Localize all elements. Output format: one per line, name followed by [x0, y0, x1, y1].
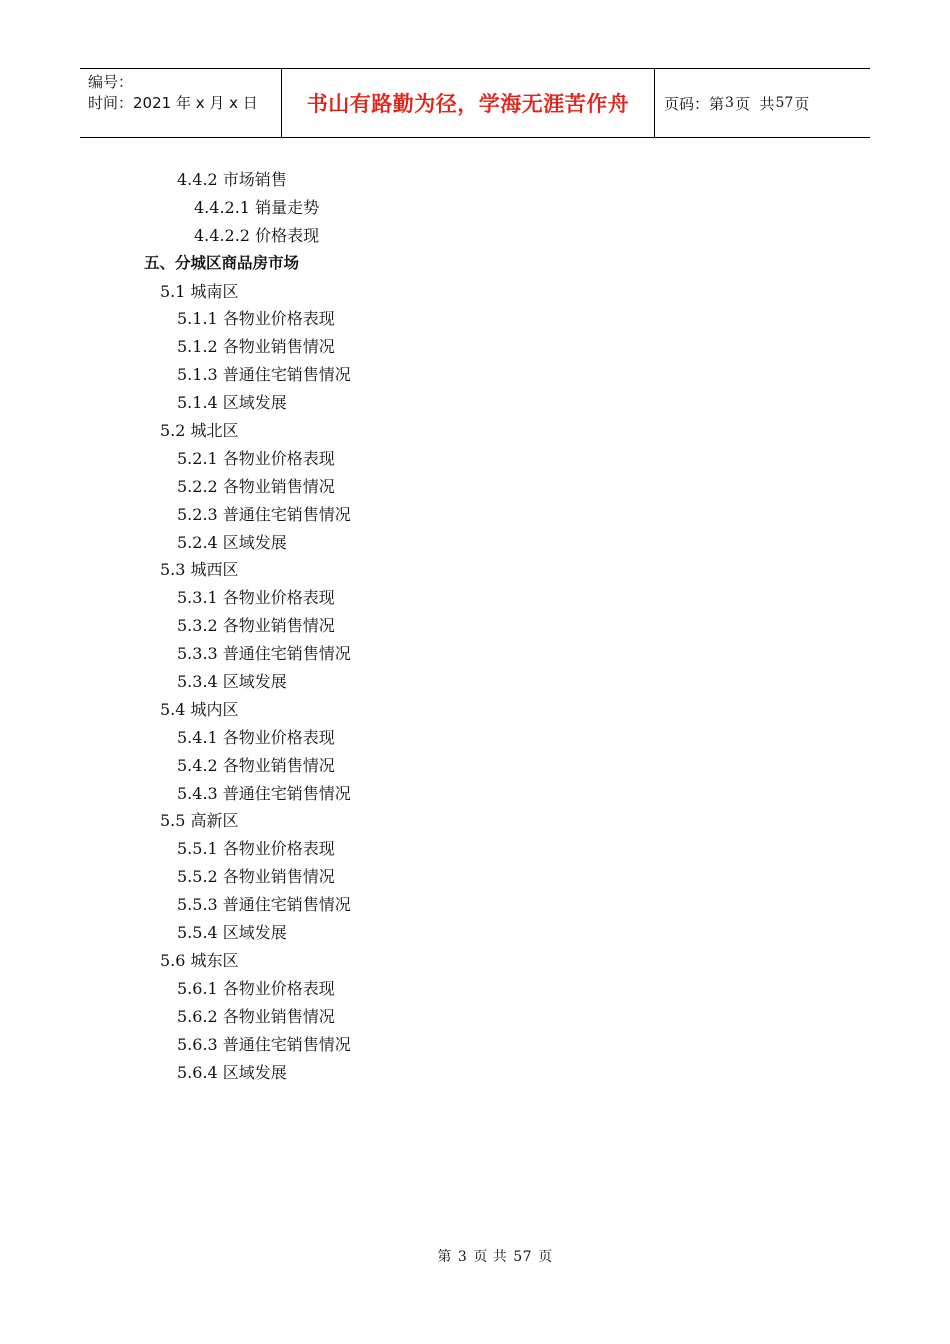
- toc-entry: 5.1.3 普通住宅销售情况: [177, 365, 351, 385]
- toc-entry: 5.3 城西区: [160, 560, 239, 580]
- toc-entry: 5.5 高新区: [160, 811, 239, 831]
- footer-total: 57: [513, 1249, 533, 1265]
- toc-entry: 5.1.1 各物业价格表现: [177, 309, 335, 329]
- toc-entry: 5.4.2 各物业销售情况: [177, 755, 335, 775]
- toc-entry: 5.3.2 各物业销售情况: [177, 616, 335, 636]
- header-page-info: [655, 69, 870, 137]
- toc-entry: 5.4.1 各物业价格表现: [177, 727, 335, 747]
- toc-entry: 5.5.1 各物业价格表现: [177, 839, 335, 859]
- toc-entry: 5.3.1 各物业价格表现: [177, 588, 335, 608]
- toc-entry: 4.4.2.2 价格表现: [194, 225, 320, 245]
- toc-entry: 5.5.2 各物业销售情况: [177, 867, 335, 887]
- toc-entry: 4.4.2 市场销售: [177, 170, 287, 189]
- toc-entry: 5.1.4 区域发展: [177, 393, 287, 413]
- toc-entry: 5.2.2 各物业销售情况: [177, 476, 335, 496]
- toc-entry: 5.6 城东区: [160, 950, 239, 970]
- header-page-total: 57: [775, 95, 794, 111]
- toc-entry: 5.6.3 普通住宅销售情况: [177, 1034, 351, 1054]
- footer-suffix: 页: [538, 1249, 553, 1265]
- toc-entry: 5.6.4 区域发展: [177, 1062, 287, 1082]
- toc-entry: 5.5.3 普通住宅销售情况: [177, 895, 351, 915]
- toc-entry: 5.3.4 区域发展: [177, 672, 287, 692]
- page-header: [80, 68, 870, 138]
- footer-prefix: 第: [437, 1249, 452, 1265]
- header-motto: 书山有路勤为径，学海无涯苦作舟: [282, 69, 655, 137]
- header-page-current: 3: [725, 95, 734, 111]
- header-page-prefix: 页码：第: [664, 94, 725, 113]
- page-footer: [0, 1246, 950, 1266]
- footer-mid: 页 共: [473, 1249, 508, 1265]
- header-page-suffix: 页: [794, 94, 810, 113]
- toc-entry: 5.2.3 普通住宅销售情况: [177, 504, 351, 524]
- toc-entry: 4.4.2.1 销量走势: [194, 197, 320, 217]
- toc-entry: 5.6.1 各物业价格表现: [177, 978, 335, 998]
- toc-entry: 5.1.2 各物业销售情况: [177, 337, 335, 357]
- toc-entry: 5.1 城南区: [160, 281, 239, 301]
- header-number-label: 编号：: [88, 73, 134, 91]
- toc-entry: 5.4.3 普通住宅销售情况: [177, 783, 351, 803]
- toc-entry: 5.2.4 区域发展: [177, 532, 287, 552]
- footer-current: 3: [457, 1249, 468, 1265]
- toc-entry: 5.6.2 各物业销售情况: [177, 1006, 335, 1026]
- header-page-mid: 页 共: [734, 94, 775, 113]
- toc-entry: 5.4 城内区: [160, 699, 239, 719]
- toc-entry: 五、分城区商品房市场: [144, 253, 300, 272]
- header-time-label: 时间：2021 年 x 月 x 日: [88, 94, 258, 112]
- header-meta: [80, 69, 282, 137]
- toc-entry: 5.2 城北区: [160, 421, 239, 441]
- toc-entry: 5.2.1 各物业价格表现: [177, 448, 335, 468]
- table-of-contents: [0, 166, 950, 1086]
- toc-entry: 5.3.3 普通住宅销售情况: [177, 644, 351, 664]
- toc-entry: 5.5.4 区域发展: [177, 923, 287, 943]
